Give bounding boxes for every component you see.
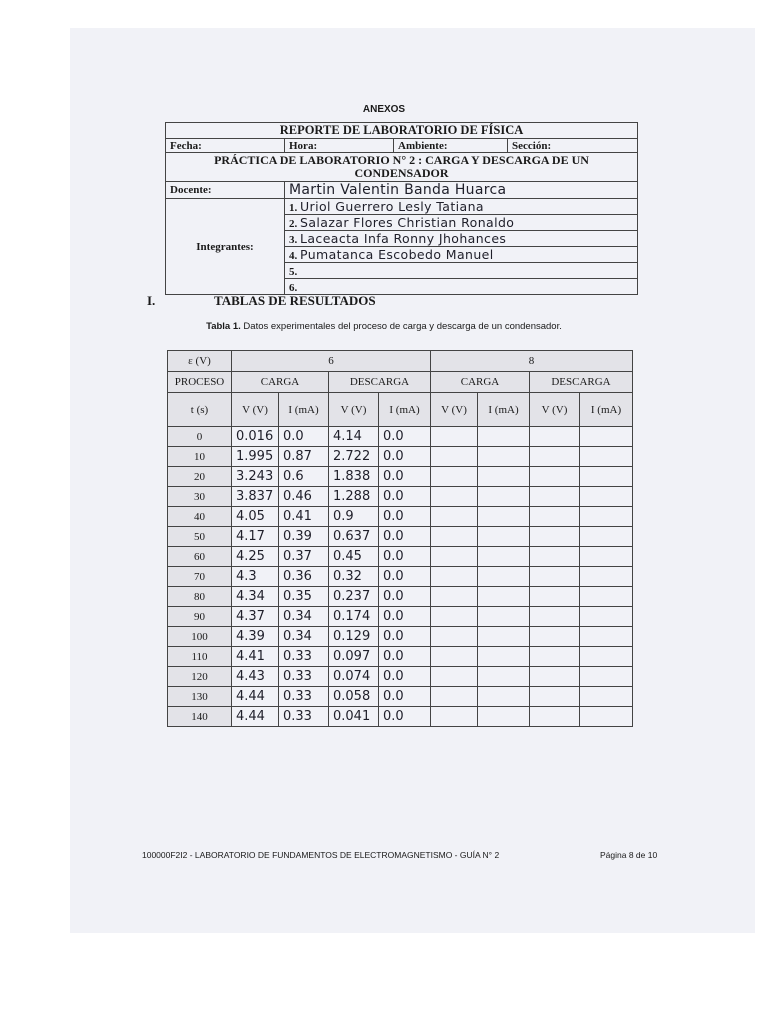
table-row bbox=[168, 507, 633, 527]
member-row: 5. bbox=[285, 263, 638, 279]
empty-cell bbox=[580, 627, 633, 647]
docente-name: Martin Valentin Banda Huarca bbox=[285, 182, 638, 199]
charge-voltage-cell: 3.837 bbox=[232, 487, 279, 507]
time-cell: 30 bbox=[168, 487, 232, 507]
discharge-voltage-cell: 0.129 bbox=[329, 627, 379, 647]
voltage-header: V (V) bbox=[431, 393, 478, 427]
time-cell: 0 bbox=[168, 427, 232, 447]
charge-current-cell: 0.33 bbox=[279, 687, 329, 707]
empty-cell bbox=[580, 547, 633, 567]
carga-header: CARGA bbox=[431, 372, 530, 393]
discharge-voltage-cell: 0.097 bbox=[329, 647, 379, 667]
charge-voltage-cell: 4.17 bbox=[232, 527, 279, 547]
empty-cell bbox=[580, 647, 633, 667]
charge-current-cell: 0.33 bbox=[279, 707, 329, 727]
empty-cell bbox=[431, 707, 478, 727]
discharge-current-cell: 0.0 bbox=[379, 447, 431, 467]
charge-current-cell: 0.37 bbox=[279, 547, 329, 567]
charge-voltage-cell: 1.995 bbox=[232, 447, 279, 467]
discharge-voltage-cell: 0.058 bbox=[329, 687, 379, 707]
charge-current-cell: 0.87 bbox=[279, 447, 329, 467]
table-row bbox=[168, 567, 633, 587]
voltage-header: V (V) bbox=[530, 393, 580, 427]
table-row bbox=[168, 627, 633, 647]
empty-cell bbox=[478, 647, 530, 667]
annex-title: ANEXOS bbox=[362, 104, 406, 115]
empty-cell bbox=[431, 687, 478, 707]
charge-current-cell: 0.41 bbox=[279, 507, 329, 527]
empty-cell bbox=[580, 707, 633, 727]
charge-current-cell: 0.36 bbox=[279, 567, 329, 587]
discharge-voltage-cell: 0.637 bbox=[329, 527, 379, 547]
empty-cell bbox=[530, 647, 580, 667]
practice-title: PRÁCTICA DE LABORATORIO N° 2 : CARGA Y DESCARGA DE UN CONDENSADOR bbox=[166, 153, 638, 182]
ambiente-label: Ambiente: bbox=[394, 139, 508, 153]
current-header: I (mA) bbox=[379, 393, 431, 427]
table-row bbox=[168, 547, 633, 567]
report-title: REPORTE DE LABORATORIO DE FÍSICA bbox=[166, 123, 638, 139]
empty-cell bbox=[431, 487, 478, 507]
charge-voltage-cell: 4.3 bbox=[232, 567, 279, 587]
current-header: I (mA) bbox=[279, 393, 329, 427]
empty-cell bbox=[580, 667, 633, 687]
section-title: TABLAS DE RESULTADOS bbox=[214, 293, 376, 308]
time-cell: 50 bbox=[168, 527, 232, 547]
charge-voltage-cell: 4.25 bbox=[232, 547, 279, 567]
empty-cell bbox=[478, 707, 530, 727]
discharge-current-cell: 0.0 bbox=[379, 687, 431, 707]
charge-current-cell: 0.34 bbox=[279, 607, 329, 627]
empty-cell bbox=[431, 647, 478, 667]
discharge-current-cell: 0.0 bbox=[379, 527, 431, 547]
time-cell: 140 bbox=[168, 707, 232, 727]
empty-cell bbox=[478, 487, 530, 507]
integrantes-label: Integrantes: bbox=[166, 199, 285, 295]
fecha-label: Fecha: bbox=[166, 139, 285, 153]
table-row bbox=[168, 667, 633, 687]
member-name: Uriol Guerrero Lesly Tatiana bbox=[300, 199, 484, 214]
empty-cell bbox=[431, 467, 478, 487]
empty-cell bbox=[530, 567, 580, 587]
discharge-voltage-cell: 2.722 bbox=[329, 447, 379, 467]
time-cell: 60 bbox=[168, 547, 232, 567]
discharge-current-cell: 0.0 bbox=[379, 627, 431, 647]
voltage-header: V (V) bbox=[232, 393, 279, 427]
table-row bbox=[168, 427, 633, 447]
table-row bbox=[168, 687, 633, 707]
descarga-header: DESCARGA bbox=[530, 372, 633, 393]
hora-label: Hora: bbox=[285, 139, 394, 153]
member-name: Pumatanca Escobedo Manuel bbox=[300, 247, 494, 262]
discharge-voltage-cell: 0.041 bbox=[329, 707, 379, 727]
empty-cell bbox=[580, 607, 633, 627]
table-row bbox=[168, 527, 633, 547]
empty-cell bbox=[580, 567, 633, 587]
charge-voltage-cell: 4.44 bbox=[232, 687, 279, 707]
empty-cell bbox=[530, 607, 580, 627]
empty-cell bbox=[530, 587, 580, 607]
discharge-current-cell: 0.0 bbox=[379, 667, 431, 687]
empty-cell bbox=[580, 487, 633, 507]
discharge-voltage-cell: 0.9 bbox=[329, 507, 379, 527]
discharge-voltage-cell: 1.288 bbox=[329, 487, 379, 507]
voltage-header: V (V) bbox=[329, 393, 379, 427]
discharge-current-cell: 0.0 bbox=[379, 487, 431, 507]
discharge-voltage-cell: 0.45 bbox=[329, 547, 379, 567]
table-row bbox=[168, 587, 633, 607]
charge-current-cell: 0.46 bbox=[279, 487, 329, 507]
empty-cell bbox=[530, 467, 580, 487]
discharge-voltage-cell: 0.237 bbox=[329, 587, 379, 607]
discharge-current-cell: 0.0 bbox=[379, 507, 431, 527]
empty-cell bbox=[530, 527, 580, 547]
charge-current-cell: 0.39 bbox=[279, 527, 329, 547]
charge-current-cell: 0.33 bbox=[279, 647, 329, 667]
empty-cell bbox=[478, 507, 530, 527]
empty-cell bbox=[478, 627, 530, 647]
emf-label: ε (V) bbox=[168, 351, 232, 372]
empty-cell bbox=[431, 607, 478, 627]
discharge-voltage-cell: 0.074 bbox=[329, 667, 379, 687]
empty-cell bbox=[431, 427, 478, 447]
discharge-current-cell: 0.0 bbox=[379, 467, 431, 487]
empty-cell bbox=[431, 507, 478, 527]
table-row bbox=[168, 647, 633, 667]
table-caption bbox=[0, 321, 768, 332]
empty-cell bbox=[478, 587, 530, 607]
table-row bbox=[168, 707, 633, 727]
empty-cell bbox=[580, 467, 633, 487]
discharge-current-cell: 0.0 bbox=[379, 567, 431, 587]
empty-cell bbox=[530, 507, 580, 527]
table-row bbox=[168, 487, 633, 507]
discharge-current-cell: 0.0 bbox=[379, 607, 431, 627]
empty-cell bbox=[478, 447, 530, 467]
footer-course: 100000F2I2 - LABORATORIO DE FUNDAMENTOS DE ELECTROMAGNETISMO - GUÍA N° 2 bbox=[142, 850, 500, 860]
discharge-voltage-cell: 0.32 bbox=[329, 567, 379, 587]
charge-voltage-cell: 4.43 bbox=[232, 667, 279, 687]
time-cell: 40 bbox=[168, 507, 232, 527]
current-header: I (mA) bbox=[478, 393, 530, 427]
table-row bbox=[168, 467, 633, 487]
discharge-voltage-cell: 0.174 bbox=[329, 607, 379, 627]
charge-voltage-cell: 4.37 bbox=[232, 607, 279, 627]
discharge-current-cell: 0.0 bbox=[379, 707, 431, 727]
member-row: 3. Laceacta Infa Ronny Jhohances bbox=[285, 231, 638, 247]
report-header-table bbox=[165, 122, 638, 295]
empty-cell bbox=[530, 687, 580, 707]
empty-cell bbox=[580, 527, 633, 547]
member-name: Laceacta Infa Ronny Jhohances bbox=[300, 231, 507, 246]
discharge-voltage-cell: 4.14 bbox=[329, 427, 379, 447]
empty-cell bbox=[431, 667, 478, 687]
empty-cell bbox=[478, 607, 530, 627]
empty-cell bbox=[431, 447, 478, 467]
empty-cell bbox=[530, 547, 580, 567]
charge-voltage-cell: 4.34 bbox=[232, 587, 279, 607]
empty-cell bbox=[478, 467, 530, 487]
time-cell: 10 bbox=[168, 447, 232, 467]
charge-voltage-cell: 4.44 bbox=[232, 707, 279, 727]
empty-cell bbox=[580, 507, 633, 527]
charge-voltage-cell: 0.016 bbox=[232, 427, 279, 447]
charge-voltage-cell: 4.41 bbox=[232, 647, 279, 667]
charge-current-cell: 0.35 bbox=[279, 587, 329, 607]
time-cell: 90 bbox=[168, 607, 232, 627]
docente-label: Docente: bbox=[166, 182, 285, 199]
charge-voltage-cell: 4.39 bbox=[232, 627, 279, 647]
empty-cell bbox=[478, 567, 530, 587]
time-cell: 110 bbox=[168, 647, 232, 667]
empty-cell bbox=[478, 547, 530, 567]
empty-cell bbox=[478, 687, 530, 707]
empty-cell bbox=[580, 447, 633, 467]
discharge-current-cell: 0.0 bbox=[379, 587, 431, 607]
empty-cell bbox=[478, 667, 530, 687]
empty-cell bbox=[530, 627, 580, 647]
member-row: 4. Pumatanca Escobedo Manuel bbox=[285, 247, 638, 263]
discharge-current-cell: 0.0 bbox=[379, 647, 431, 667]
table-row bbox=[168, 607, 633, 627]
member-row: 1. Uriol Guerrero Lesly Tatiana bbox=[285, 199, 638, 215]
proceso-label: PROCESO bbox=[168, 372, 232, 393]
time-header: t (s) bbox=[168, 393, 232, 427]
discharge-voltage-cell: 1.838 bbox=[329, 467, 379, 487]
time-cell: 120 bbox=[168, 667, 232, 687]
empty-cell bbox=[478, 527, 530, 547]
empty-cell bbox=[580, 587, 633, 607]
carga-header: CARGA bbox=[232, 372, 329, 393]
caption-bold: Tabla 1. bbox=[206, 321, 241, 332]
charge-current-cell: 0.6 bbox=[279, 467, 329, 487]
empty-cell bbox=[530, 427, 580, 447]
discharge-current-cell: 0.0 bbox=[379, 427, 431, 447]
caption-text: Datos experimentales del proceso de carga y descarga de un condensador. bbox=[240, 321, 562, 332]
empty-cell bbox=[530, 707, 580, 727]
empty-cell bbox=[478, 427, 530, 447]
empty-cell bbox=[431, 547, 478, 567]
discharge-current-cell: 0.0 bbox=[379, 547, 431, 567]
empty-cell bbox=[431, 527, 478, 547]
emf-value-6: 6 bbox=[232, 351, 431, 372]
empty-cell bbox=[431, 627, 478, 647]
empty-cell bbox=[431, 587, 478, 607]
time-cell: 130 bbox=[168, 687, 232, 707]
time-cell: 70 bbox=[168, 567, 232, 587]
charge-current-cell: 0.34 bbox=[279, 627, 329, 647]
table-row bbox=[168, 447, 633, 467]
empty-cell bbox=[580, 427, 633, 447]
section-number: I. bbox=[147, 293, 156, 308]
member-row: 2. Salazar Flores Christian Ronaldo bbox=[285, 215, 638, 231]
emf-value-8: 8 bbox=[431, 351, 633, 372]
empty-cell bbox=[431, 567, 478, 587]
charge-voltage-cell: 3.243 bbox=[232, 467, 279, 487]
seccion-label: Sección: bbox=[508, 139, 638, 153]
empty-cell bbox=[530, 447, 580, 467]
empty-cell bbox=[580, 687, 633, 707]
empty-cell bbox=[530, 667, 580, 687]
charge-voltage-cell: 4.05 bbox=[232, 507, 279, 527]
empty-cell bbox=[530, 487, 580, 507]
results-table bbox=[167, 350, 633, 727]
time-cell: 20 bbox=[168, 467, 232, 487]
member-row: 6. bbox=[285, 279, 638, 295]
member-name: Salazar Flores Christian Ronaldo bbox=[300, 215, 515, 230]
descarga-header: DESCARGA bbox=[329, 372, 431, 393]
footer-page-number: Página 8 de 10 bbox=[600, 850, 658, 860]
current-header: I (mA) bbox=[580, 393, 633, 427]
charge-current-cell: 0.0 bbox=[279, 427, 329, 447]
time-cell: 100 bbox=[168, 627, 232, 647]
charge-current-cell: 0.33 bbox=[279, 667, 329, 687]
time-cell: 80 bbox=[168, 587, 232, 607]
